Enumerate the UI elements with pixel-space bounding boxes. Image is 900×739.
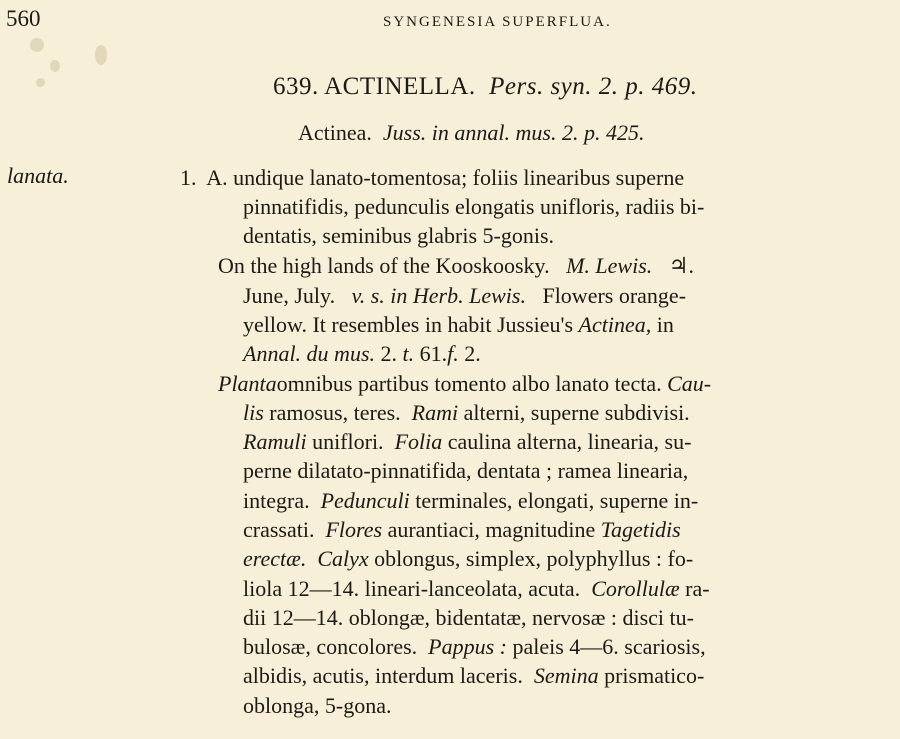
genus-reference: Pers. syn. 2. p. 469. — [489, 73, 698, 100]
foxing-stain — [50, 60, 60, 72]
diagnosis-text: dentatis, seminibus glabris 5-gonis. — [243, 223, 555, 248]
description-text: uniflori. — [312, 429, 384, 454]
habitat-line — [243, 341, 481, 367]
term-italic: Pappus : — [428, 634, 507, 659]
description-text: integra. — [243, 488, 310, 513]
diagnosis-line-1 — [180, 165, 684, 191]
foxing-stain — [95, 45, 107, 65]
description-line: oblonga, 5-gona. — [243, 693, 392, 718]
description-text: bulosæ, concolores. — [243, 634, 418, 659]
habitat-text: 61. — [419, 341, 448, 366]
habitat-text: f. — [447, 341, 459, 366]
term-italic: Corollulæ — [591, 576, 680, 601]
habitat-text: in — [656, 312, 674, 337]
perennial-symbol: ♃. — [668, 253, 695, 278]
synonym-reference: Juss. in annal. mus. 2. p. 425. — [382, 120, 645, 145]
habitat-text: On the high lands of the Kooskoosky. — [218, 253, 550, 278]
genus-italic: Actinea, — [578, 312, 652, 337]
term-italic: Pedunculi — [320, 488, 410, 513]
term-italic: Tagetidis — [600, 517, 681, 542]
habitat-text: Flowers orange- — [542, 283, 687, 308]
habitat-line — [243, 283, 686, 309]
habitat-line — [243, 312, 674, 338]
habitat-text: 2. — [464, 341, 481, 366]
description-line: dii 12—14. oblongæ, bidentatæ, nervosæ : disci tu- — [243, 605, 694, 630]
term-italic: Flores — [325, 517, 383, 542]
foxing-stain — [30, 38, 44, 52]
description-text: alterni, superne subdivisi. — [463, 400, 690, 425]
foxing-stain — [36, 78, 45, 87]
description-line — [243, 517, 681, 543]
description-line — [243, 546, 693, 572]
description-text: liola 12—14. lineari-lanceolata, acuta. — [243, 576, 581, 601]
description-line — [243, 429, 691, 455]
term-italic: Cau- — [667, 371, 712, 396]
term-italic: Rami — [411, 400, 459, 425]
description-line — [218, 371, 711, 397]
diagnosis-text: A. undique lanato-tomentosa; foliis linearibus superne — [206, 165, 685, 190]
description-text: caulina alterna, linearia, su- — [447, 429, 692, 454]
habitat-text: June, July. — [243, 283, 336, 308]
synonym-name: Actinea. — [298, 120, 372, 145]
page-number: 560 — [6, 6, 41, 31]
term-italic: erectæ. — [243, 546, 307, 571]
description-text: omnibus partibus tomento albo lanato tecta. — [276, 371, 662, 396]
description-line — [243, 576, 710, 602]
description-text: paleis 4—6. scariosis, — [512, 634, 706, 659]
term-italic: Semina — [533, 663, 599, 688]
description-text: albidis, acutis, interdum laceris. — [243, 663, 523, 688]
genus-number: 639. — [273, 73, 319, 100]
description-text: terminales, elongati, superne in- — [415, 488, 699, 513]
habitat-text: yellow. It resembles in habit Jussieu's — [243, 312, 574, 337]
term-italic: Planta — [218, 371, 277, 396]
description-line — [243, 400, 690, 426]
synonym-line — [298, 120, 644, 146]
genus-heading — [273, 73, 698, 101]
description-line: perne dilatato-pinnatifida, dentata ; ramea linearia, — [243, 458, 689, 483]
species-name: lanata. — [7, 163, 69, 188]
description-line — [243, 634, 706, 660]
description-line — [243, 663, 704, 689]
term-italic: Calyx — [317, 546, 369, 571]
description-text: ramosus, teres. — [269, 400, 401, 425]
term-italic: Ramuli — [243, 429, 307, 454]
genus-name: ACTINELLA. — [324, 73, 476, 100]
habitat-text: 2. — [380, 341, 397, 366]
description-text: oblongus, simplex, polyphyllus : fo- — [374, 546, 694, 571]
description-line — [243, 488, 698, 514]
collector-name: M. Lewis. — [566, 253, 653, 278]
habitat-text: t. — [402, 341, 415, 366]
running-head: SYNGENESIA SUPERFLUA. — [383, 14, 612, 30]
herbarium-note: v. s. in Herb. Lewis. — [351, 283, 526, 308]
diagnosis-text: pinnatifidis, pedunculis elongatis unifloris, radiis bi- — [243, 194, 705, 219]
description-text: ra- — [685, 576, 710, 601]
term-italic: Folia — [394, 429, 443, 454]
description-text: prismatico- — [604, 663, 705, 688]
description-text: aurantiaci, magnitudine — [387, 517, 596, 542]
habitat-line — [218, 253, 694, 279]
species-number: 1. — [180, 165, 197, 190]
journal-reference: Annal. du mus. — [243, 341, 375, 366]
term-italic: lis — [243, 400, 264, 425]
description-text: crassati. — [243, 517, 315, 542]
